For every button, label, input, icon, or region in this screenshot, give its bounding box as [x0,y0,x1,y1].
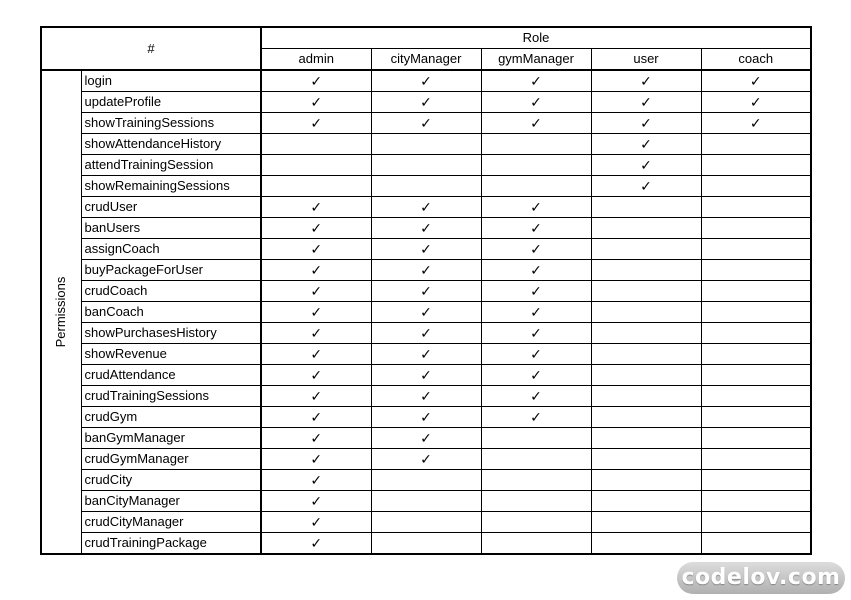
empty-cell [371,134,481,155]
check-icon: ✓ [261,491,371,512]
check-icon: ✓ [371,302,481,323]
check-icon: ✓ [261,302,371,323]
permission-name: crudAttendance [81,365,261,386]
check-icon: ✓ [481,239,591,260]
empty-cell [371,491,481,512]
check-icon: ✓ [371,92,481,113]
check-icon: ✓ [261,92,371,113]
check-icon: ✓ [371,323,481,344]
empty-cell [591,302,701,323]
check-icon: ✓ [701,92,811,113]
empty-cell [701,302,811,323]
empty-cell [591,386,701,407]
empty-cell [261,134,371,155]
permission-name: banUsers [81,218,261,239]
role-header-coach: coach [701,49,811,71]
watermark-logo: codelov.com [677,562,845,594]
table-row [41,365,811,386]
check-icon: ✓ [591,92,701,113]
check-icon: ✓ [481,197,591,218]
empty-cell [481,155,591,176]
empty-cell [701,176,811,197]
permission-name: crudUser [81,197,261,218]
check-icon: ✓ [261,407,371,428]
empty-cell [371,533,481,555]
permission-name: showRemainingSessions [81,176,261,197]
check-icon: ✓ [371,260,481,281]
empty-cell [591,407,701,428]
permission-name: crudCity [81,470,261,491]
role-header-gymmanager: gymManager [481,49,591,71]
check-icon: ✓ [261,197,371,218]
permission-name: crudGym [81,407,261,428]
table-row [41,113,811,134]
check-icon: ✓ [481,92,591,113]
permissions-group-text: Permissions [53,276,69,348]
table-row [41,92,811,113]
check-icon: ✓ [481,344,591,365]
empty-cell [701,428,811,449]
table-row [41,239,811,260]
permissions-group-label [41,70,81,554]
empty-cell [701,134,811,155]
header-row-role [41,27,811,49]
permission-name: attendTrainingSession [81,155,261,176]
empty-cell [371,512,481,533]
check-icon: ✓ [481,260,591,281]
permission-name: login [81,70,261,92]
empty-cell [371,470,481,491]
permission-name: buyPackageForUser [81,260,261,281]
check-icon: ✓ [591,134,701,155]
empty-cell [481,449,591,470]
empty-cell [481,512,591,533]
table-row [41,407,811,428]
check-icon: ✓ [261,218,371,239]
check-icon: ✓ [261,428,371,449]
permission-name: crudTrainingPackage [81,533,261,555]
empty-cell [591,428,701,449]
empty-cell [591,218,701,239]
empty-cell [701,533,811,555]
table-row [41,197,811,218]
check-icon: ✓ [261,470,371,491]
empty-cell [481,533,591,555]
empty-cell [591,491,701,512]
empty-cell [701,365,811,386]
check-icon: ✓ [261,239,371,260]
corner-header: # [41,27,261,70]
empty-cell [261,176,371,197]
empty-cell [701,449,811,470]
table-row [41,533,811,555]
check-icon: ✓ [591,70,701,92]
empty-cell [701,407,811,428]
empty-cell [591,197,701,218]
check-icon: ✓ [481,218,591,239]
permission-name: banCoach [81,302,261,323]
table-row [41,218,811,239]
permission-name: showRevenue [81,344,261,365]
check-icon: ✓ [261,533,371,555]
permission-name: banGymManager [81,428,261,449]
table-row [41,323,811,344]
check-icon: ✓ [371,449,481,470]
check-icon: ✓ [481,386,591,407]
empty-cell [591,512,701,533]
check-icon: ✓ [591,155,701,176]
check-icon: ✓ [481,302,591,323]
check-icon: ✓ [261,113,371,134]
empty-cell [701,197,811,218]
check-icon: ✓ [371,386,481,407]
table-body [41,70,811,554]
role-header-admin: admin [261,49,371,71]
check-icon: ✓ [261,344,371,365]
permission-name: crudTrainingSessions [81,386,261,407]
table-row [41,491,811,512]
check-icon: ✓ [371,281,481,302]
check-icon: ✓ [261,281,371,302]
permission-name: crudCityManager [81,512,261,533]
permission-name: assignCoach [81,239,261,260]
empty-cell [701,470,811,491]
table-row [41,512,811,533]
empty-cell [701,155,811,176]
check-icon: ✓ [371,70,481,92]
table-row [41,70,811,92]
empty-cell [591,365,701,386]
empty-cell [591,281,701,302]
role-header-citymanager: cityManager [371,49,481,71]
empty-cell [481,470,591,491]
check-icon: ✓ [481,323,591,344]
table-row [41,155,811,176]
permission-name: showAttendanceHistory [81,134,261,155]
check-icon: ✓ [261,449,371,470]
check-icon: ✓ [481,281,591,302]
permission-name: crudCoach [81,281,261,302]
check-icon: ✓ [701,113,811,134]
permissions-table [40,26,812,555]
empty-cell [591,239,701,260]
table-row [41,302,811,323]
check-icon: ✓ [371,428,481,449]
empty-cell [371,176,481,197]
table-row [41,428,811,449]
check-icon: ✓ [261,386,371,407]
role-header-user: user [591,49,701,71]
empty-cell [481,491,591,512]
check-icon: ✓ [371,407,481,428]
table-row [41,281,811,302]
permission-name: crudGymManager [81,449,261,470]
check-icon: ✓ [371,197,481,218]
table-row [41,134,811,155]
empty-cell [591,470,701,491]
check-icon: ✓ [261,323,371,344]
check-icon: ✓ [261,70,371,92]
empty-cell [701,344,811,365]
empty-cell [701,491,811,512]
empty-cell [481,176,591,197]
table-row [41,176,811,197]
table-header [41,27,811,70]
check-icon: ✓ [371,113,481,134]
empty-cell [481,428,591,449]
check-icon: ✓ [481,407,591,428]
empty-cell [701,512,811,533]
check-icon: ✓ [261,260,371,281]
table-row [41,344,811,365]
check-icon: ✓ [591,113,701,134]
check-icon: ✓ [261,512,371,533]
permission-name: showPurchasesHistory [81,323,261,344]
empty-cell [591,344,701,365]
empty-cell [701,281,811,302]
empty-cell [591,449,701,470]
table-row [41,449,811,470]
check-icon: ✓ [371,344,481,365]
permission-name: updateProfile [81,92,261,113]
empty-cell [701,260,811,281]
empty-cell [261,155,371,176]
permission-name: banCityManager [81,491,261,512]
table-row [41,386,811,407]
empty-cell [701,239,811,260]
empty-cell [701,386,811,407]
check-icon: ✓ [701,70,811,92]
empty-cell [591,533,701,555]
check-icon: ✓ [481,70,591,92]
table-row [41,470,811,491]
permission-name: showTrainingSessions [81,113,261,134]
empty-cell [371,155,481,176]
check-icon: ✓ [371,239,481,260]
check-icon: ✓ [591,176,701,197]
check-icon: ✓ [261,365,371,386]
check-icon: ✓ [371,365,481,386]
empty-cell [481,134,591,155]
empty-cell [701,218,811,239]
empty-cell [591,323,701,344]
empty-cell [701,323,811,344]
check-icon: ✓ [481,113,591,134]
check-icon: ✓ [481,365,591,386]
check-icon: ✓ [371,218,481,239]
empty-cell [591,260,701,281]
table-row [41,260,811,281]
role-group-header: Role [261,27,811,49]
